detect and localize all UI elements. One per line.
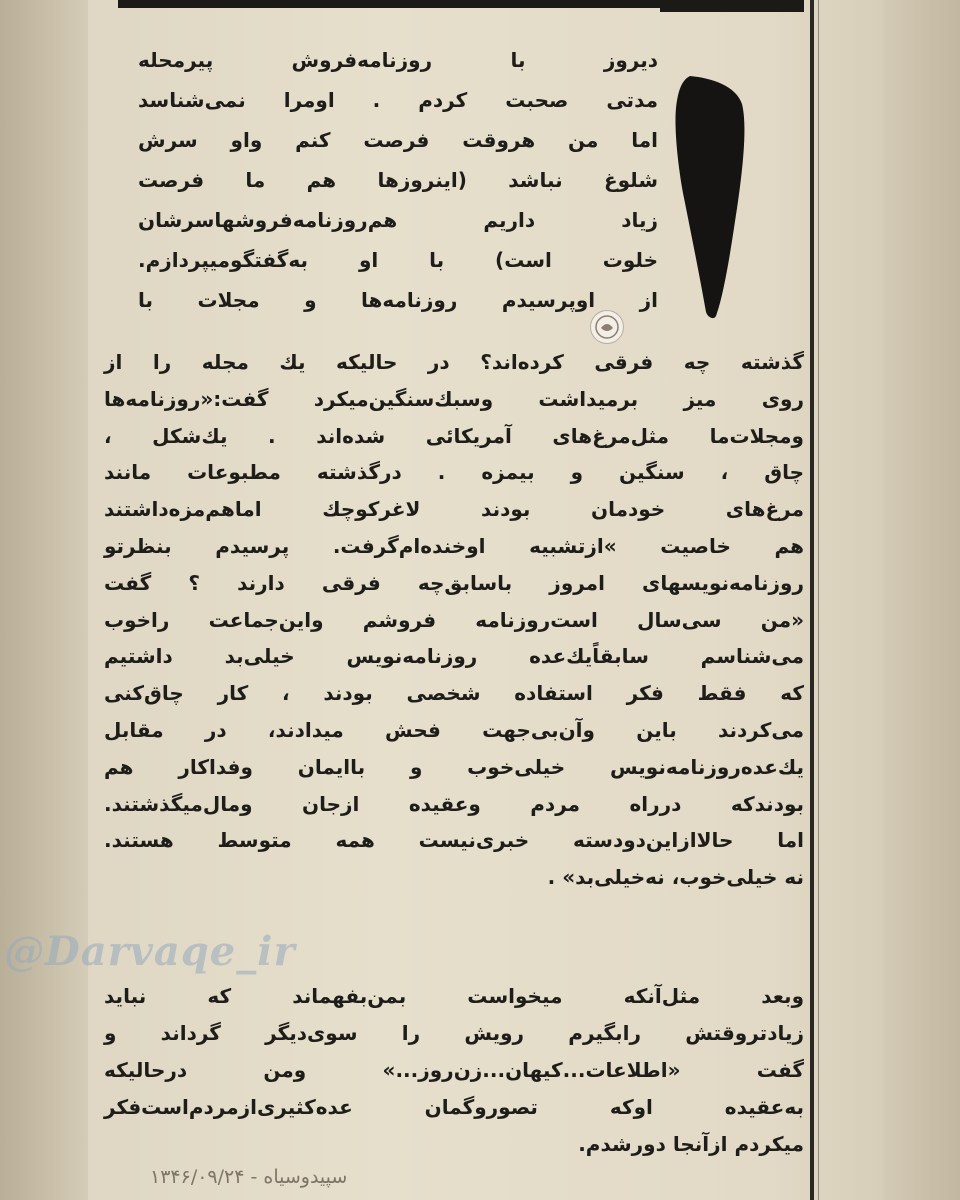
page-left-margin bbox=[0, 0, 88, 1200]
closing-line: وبعد مثل‌آنکه میخواست بمن‌بفهماند که نباید bbox=[104, 984, 804, 1008]
body-line: که فقط فکر استفاده شخصی بودند ، کار چاق‌کنی bbox=[104, 681, 804, 706]
body-line: هم خاصیت »ازتشبیه اوخنده‌ام‌گرفت. پرسیدم بنظرتو bbox=[104, 533, 804, 558]
body-line: اما حالاازاین‌دودسته خبری‌نیست همه متوسط هستند. bbox=[104, 828, 804, 853]
source-caption: سپیدوسیاه - ۱۳۴۶/۰۹/۲۴ bbox=[150, 1166, 348, 1188]
page-right-margin bbox=[884, 0, 960, 1200]
closing-line: گفت «اطلاعات...کیهان...زن‌روز...» ومن درحالیکه bbox=[104, 1058, 804, 1082]
intro-line: از اوپرسیدم روزنامه‌ها و مجلات با bbox=[138, 288, 658, 312]
intro-line: دیروز با روزنامه‌فروش پیرمحله bbox=[138, 48, 658, 72]
body-line: مرغ‌های خودمان بودند لاغرکوچك اماهم‌مزه‌داشتند bbox=[104, 497, 804, 522]
numeral-one-glyph bbox=[672, 68, 752, 320]
body-line: «من سی‌سال است‌روزنامه فروشم واین‌جماعت راخوب bbox=[104, 607, 804, 632]
intro-line: شلوغ نباشد (اینروزها هم ما فرصت bbox=[138, 168, 658, 192]
closing-line: زیادتروقتش رابگیرم رویش را سوی‌دیگر گرداند و bbox=[104, 1021, 804, 1045]
body-line: گذشته چه فرقی کرده‌اند؟ در حالیکه یك مجله را از bbox=[104, 350, 804, 374]
body-line: بودندکه درراه مردم وعقیده ازجان ومال‌میگذشتند. bbox=[104, 791, 804, 816]
body-line: نه خیلی‌خوب، نه‌خیلی‌بد» . bbox=[547, 865, 804, 890]
section-numeral bbox=[672, 68, 752, 320]
column-rule bbox=[810, 0, 814, 1200]
body-line: ومجلات‌ما مثل‌مرغ‌های آمریکائی شده‌اند . یك‌شکل ، bbox=[104, 423, 804, 448]
body-line: می‌کردند باین وآن‌بی‌جهت فحش میدادند، در مقابل bbox=[104, 717, 804, 742]
top-rule-cap bbox=[660, 0, 804, 12]
intro-line: اما من هروقت فرصت کنم واو سرش bbox=[138, 128, 658, 152]
intro-line: مدتی صحبت کردم . اومرا نمی‌شناسد bbox=[138, 88, 658, 112]
body-line: روزنامه‌نویسهای امروز باسابق‌چه فرقی دارند ؟ گفت bbox=[104, 570, 804, 595]
watermark-handle: @Darvaqe_ir bbox=[4, 928, 296, 975]
closing-line: به‌عقیده اوکه تصوروگمان عده‌کثیری‌ازمردم‌است‌فکر bbox=[104, 1095, 804, 1119]
body-line: یك‌عده‌روزنامه‌نویس خیلی‌خوب و باایمان وفداکار هم bbox=[104, 754, 804, 779]
article-intro bbox=[138, 40, 658, 320]
article-closing bbox=[104, 978, 804, 1163]
intro-line: زیاد داریم هم‌روزنامه‌فروشهاسرشان bbox=[138, 208, 658, 232]
closing-line: میکردم ازآنجا دورشدم. bbox=[578, 1132, 804, 1156]
body-line: چاق ، سنگین و بیمزه . درگذشته مطبوعات مانند bbox=[104, 460, 804, 485]
article-body bbox=[104, 344, 804, 896]
column-rule-thin bbox=[818, 0, 819, 1200]
body-line: روی میز برمیداشت وسبك‌سنگین‌میکرد گفت:«روزنامه‌ها bbox=[104, 386, 804, 411]
body-line: می‌شناسم سابقاًیك‌عده روزنامه‌نویس خیلی‌بد داشتیم bbox=[104, 644, 804, 669]
intro-line: خلوت است) با او به‌گفتگومیپردازم. bbox=[138, 248, 658, 272]
